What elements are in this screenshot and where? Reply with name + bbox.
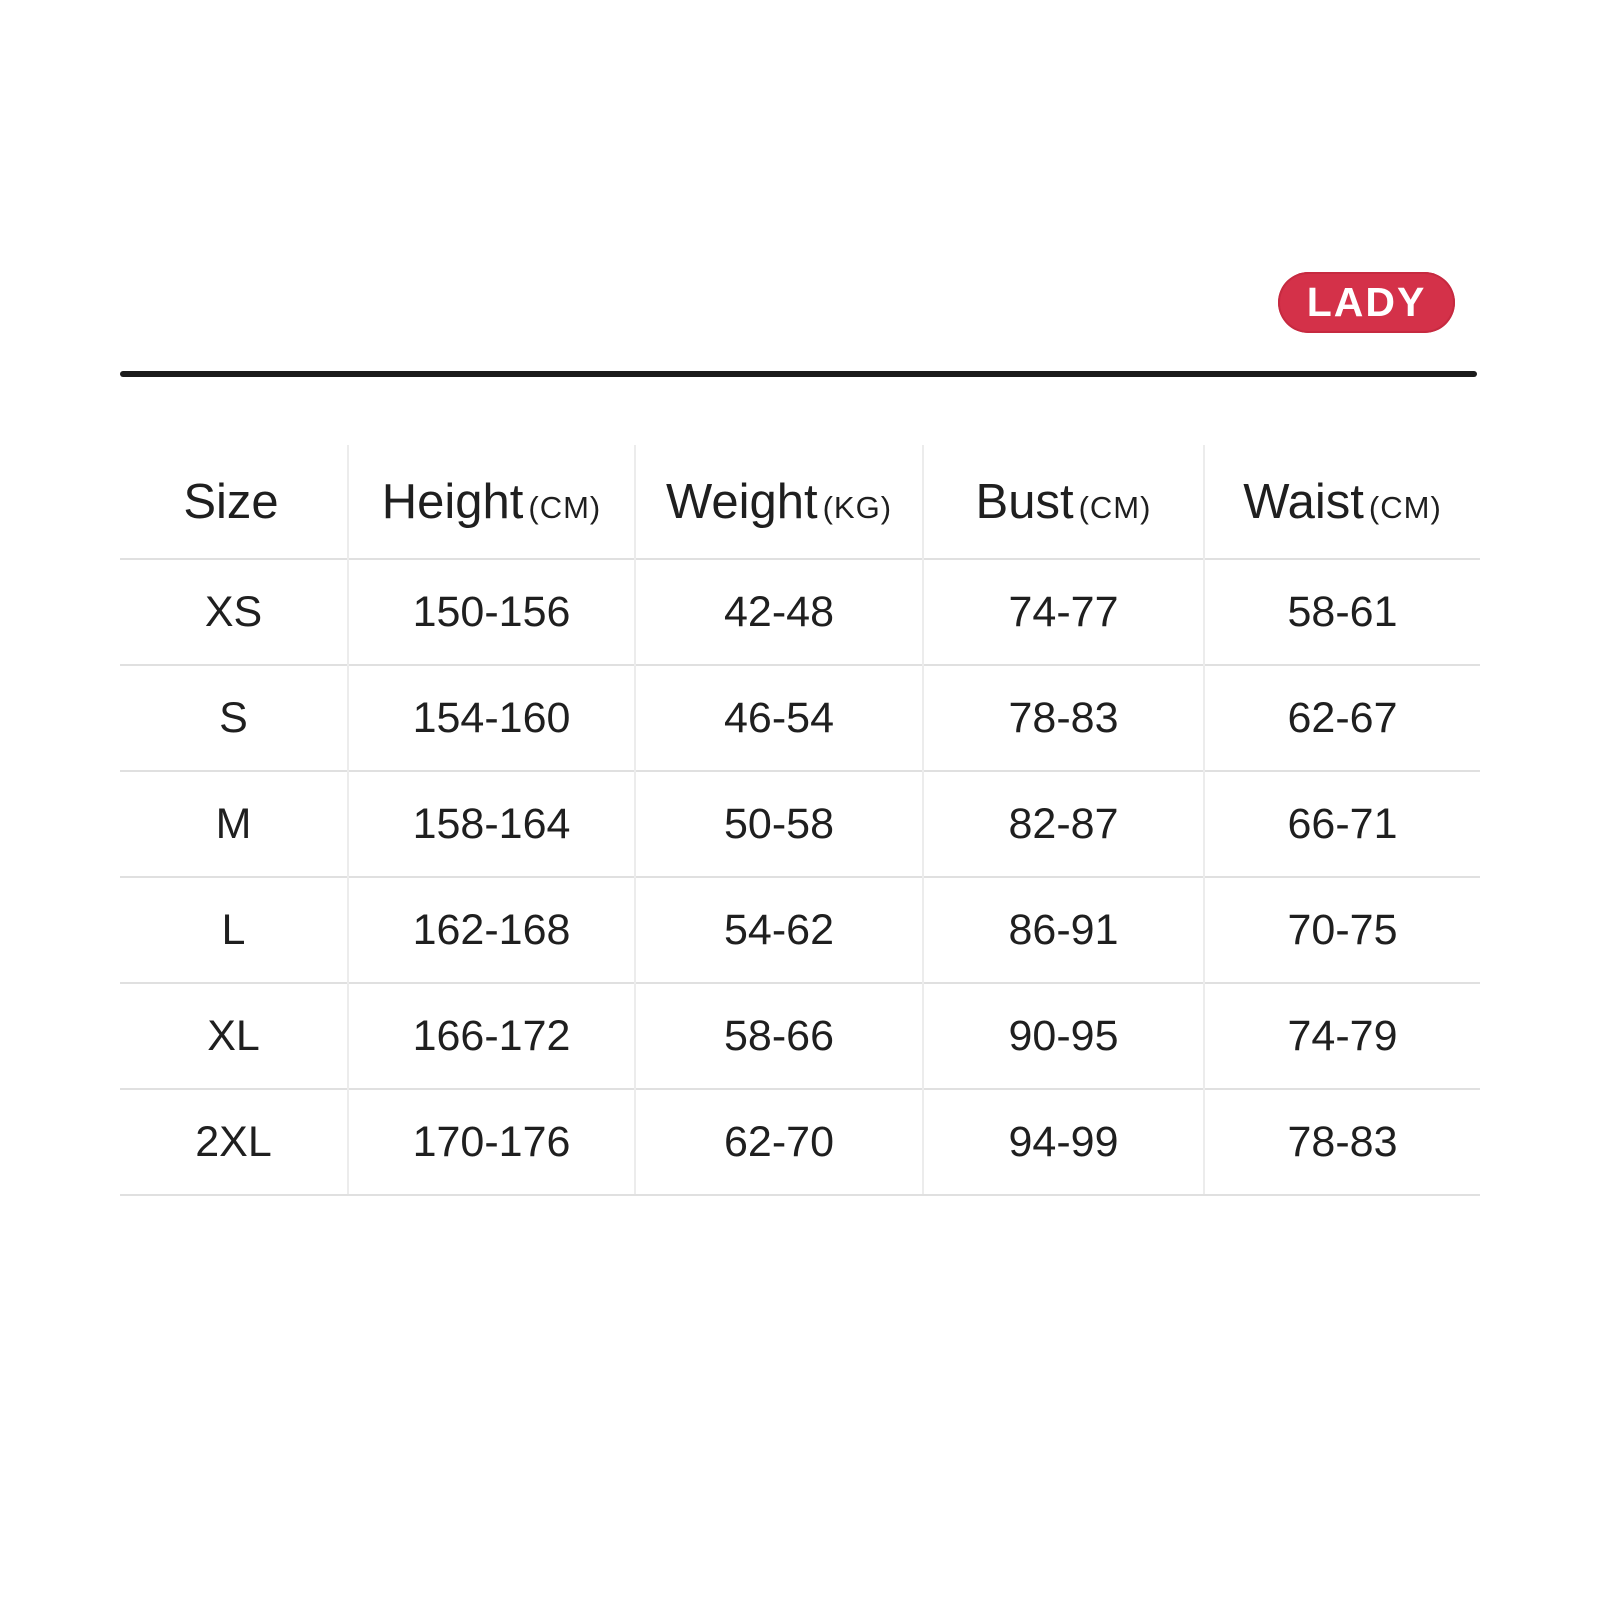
column-unit: (CM) bbox=[528, 489, 602, 525]
value-cell: 66-71 bbox=[1204, 771, 1480, 877]
value-cell: 42-48 bbox=[635, 559, 923, 665]
value-cell: 62-67 bbox=[1204, 665, 1480, 771]
table-row-l bbox=[120, 877, 1480, 983]
column-header-waist bbox=[1204, 445, 1480, 559]
value-cell: 86-91 bbox=[923, 877, 1204, 983]
table-row-xl bbox=[120, 983, 1480, 1089]
table-row-s bbox=[120, 665, 1480, 771]
value-cell: 70-75 bbox=[1204, 877, 1480, 983]
column-header-weight bbox=[635, 445, 923, 559]
value-cell: 150-156 bbox=[348, 559, 635, 665]
value-cell: 90-95 bbox=[923, 983, 1204, 1089]
size-cell: XL bbox=[120, 983, 348, 1089]
value-cell: 94-99 bbox=[923, 1089, 1204, 1195]
column-header-bust bbox=[923, 445, 1204, 559]
value-cell: 54-62 bbox=[635, 877, 923, 983]
column-unit: (CM) bbox=[1368, 489, 1442, 525]
value-cell: 154-160 bbox=[348, 665, 635, 771]
lady-badge-label: LADY bbox=[1306, 279, 1427, 325]
value-cell: 78-83 bbox=[923, 665, 1204, 771]
value-cell: 74-79 bbox=[1204, 983, 1480, 1089]
value-cell: 166-172 bbox=[348, 983, 635, 1089]
size-cell: L bbox=[120, 877, 348, 983]
column-unit: (KG) bbox=[822, 489, 893, 525]
column-label: Bust bbox=[975, 474, 1074, 529]
size-cell: M bbox=[120, 771, 348, 877]
table-row-xs bbox=[120, 559, 1480, 665]
value-cell: 82-87 bbox=[923, 771, 1204, 877]
value-cell: 74-77 bbox=[923, 559, 1204, 665]
value-cell: 62-70 bbox=[635, 1089, 923, 1195]
table-row-2xl bbox=[120, 1089, 1480, 1195]
table-row-m bbox=[120, 771, 1480, 877]
lady-badge bbox=[1278, 272, 1455, 333]
value-cell: 58-61 bbox=[1204, 559, 1480, 665]
value-cell: 158-164 bbox=[348, 771, 635, 877]
column-label: Waist bbox=[1243, 474, 1364, 529]
value-cell: 78-83 bbox=[1204, 1089, 1480, 1195]
column-unit: (CM) bbox=[1078, 489, 1152, 525]
divider-rule bbox=[120, 371, 1477, 377]
column-label: Height bbox=[381, 474, 524, 529]
value-cell: 170-176 bbox=[348, 1089, 635, 1195]
size-table bbox=[120, 445, 1480, 1196]
value-cell: 58-66 bbox=[635, 983, 923, 1089]
column-label: Size bbox=[183, 474, 279, 529]
column-header-size bbox=[120, 445, 348, 559]
value-cell: 50-58 bbox=[635, 771, 923, 877]
header-row bbox=[120, 445, 1480, 559]
size-cell: S bbox=[120, 665, 348, 771]
value-cell: 162-168 bbox=[348, 877, 635, 983]
size-cell: XS bbox=[120, 559, 348, 665]
value-cell: 46-54 bbox=[635, 665, 923, 771]
column-label: Weight bbox=[665, 474, 818, 529]
column-header-height bbox=[348, 445, 635, 559]
size-cell: 2XL bbox=[120, 1089, 348, 1195]
